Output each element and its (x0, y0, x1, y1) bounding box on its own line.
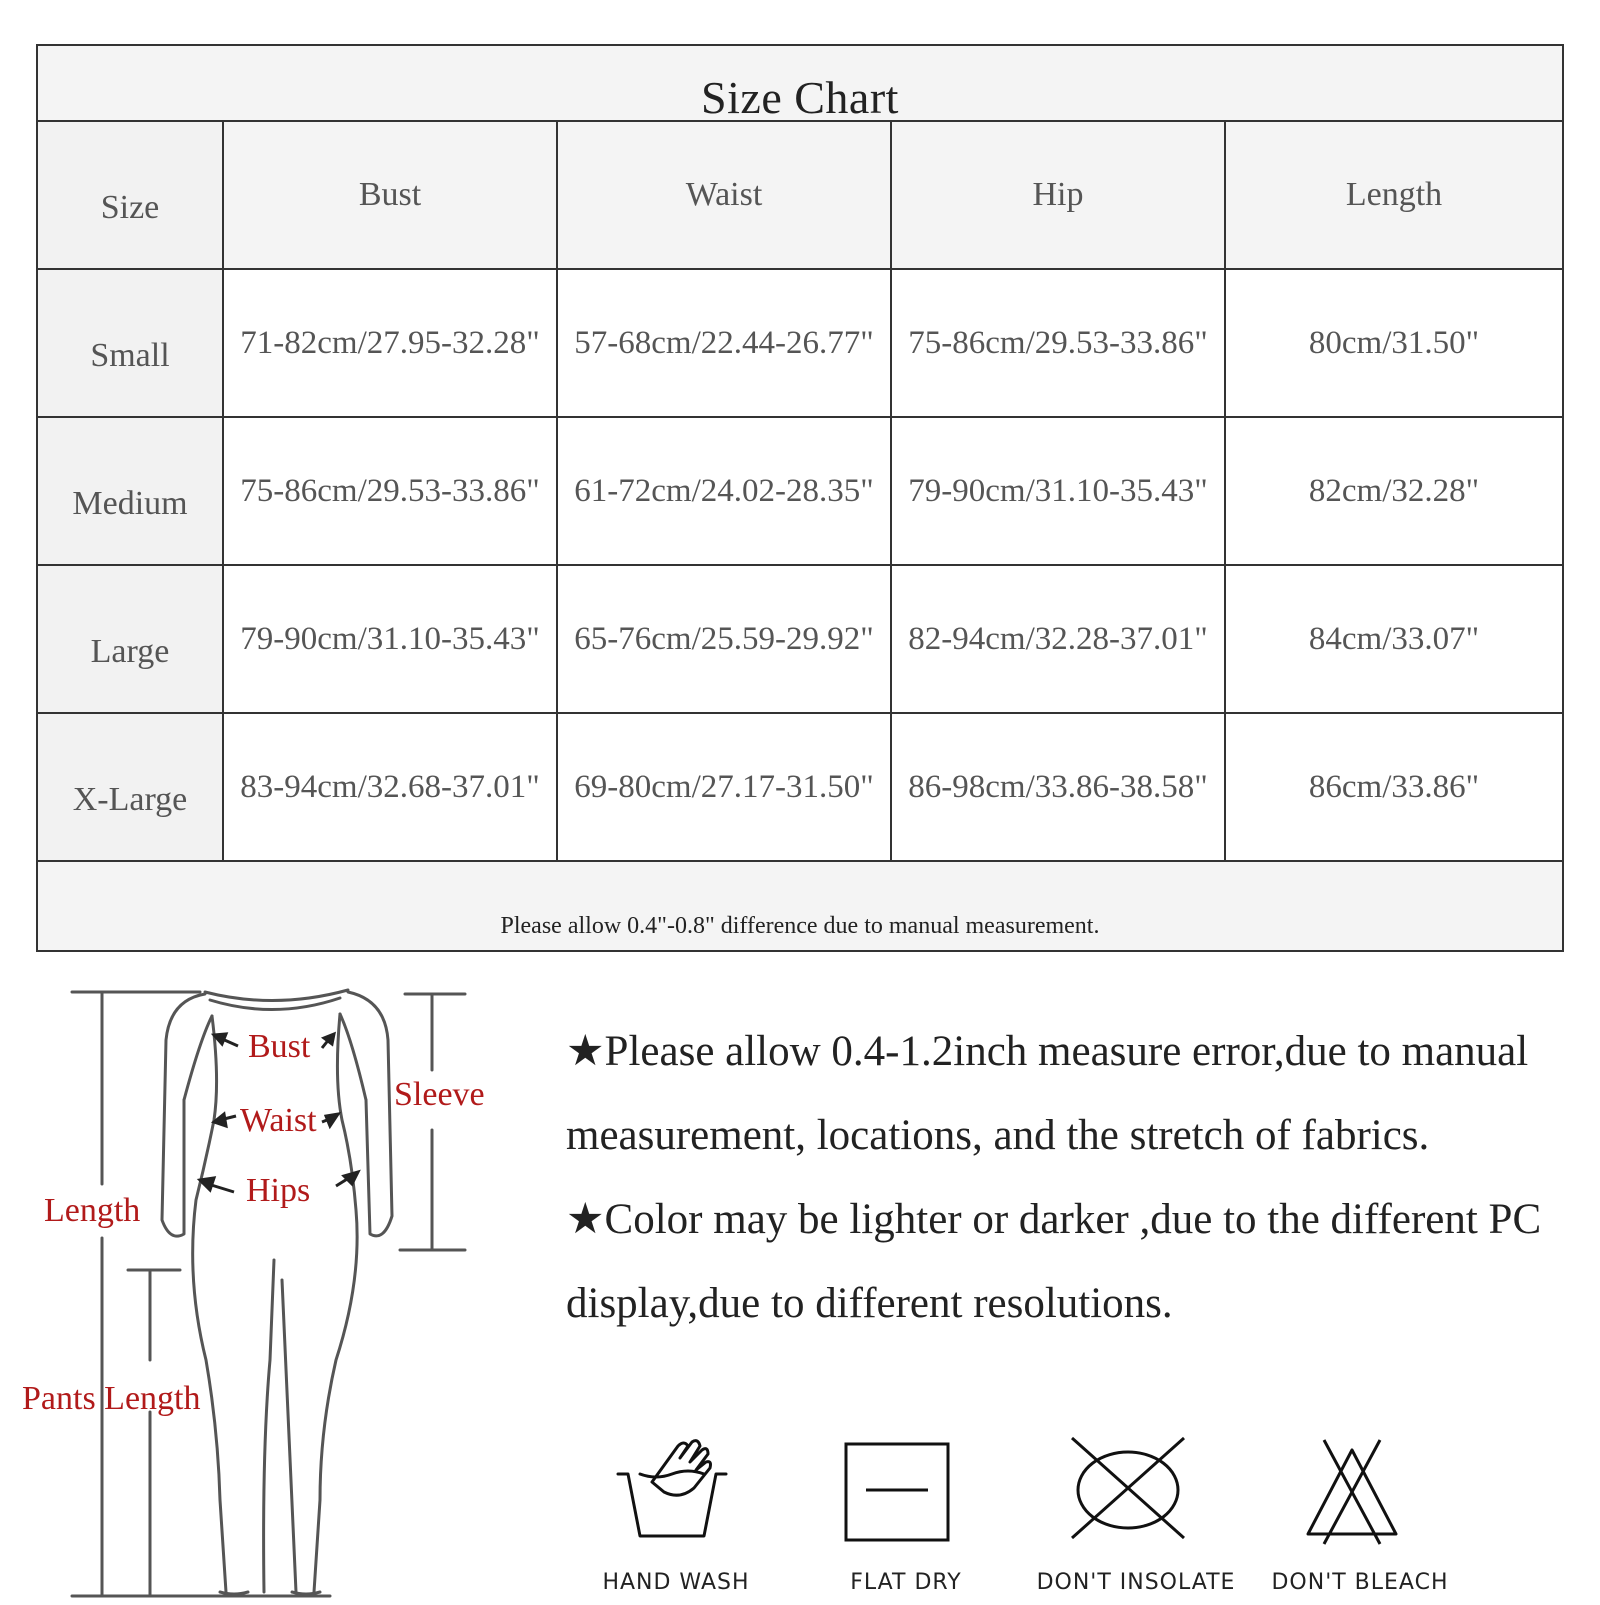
table-cell: 84cm/33.07" (1226, 566, 1562, 714)
measurement-figure (0, 980, 540, 1600)
chart-title-row (38, 46, 1562, 122)
dont-bleach-label: DON'T BLEACH (1271, 1570, 1449, 1595)
sleeve-label: Sleeve (394, 1076, 485, 1113)
table-cell: 83-94cm/32.68-37.01" (224, 714, 558, 862)
table-cell: 71-82cm/27.95-32.28" (224, 270, 558, 418)
hand-wash-label: HAND WASH (602, 1570, 750, 1595)
table-cell: 79-90cm/31.10-35.43" (224, 566, 558, 714)
table-cell: 75-86cm/29.53-33.86" (224, 418, 558, 566)
flat-dry-icon (786, 1430, 1026, 1570)
size-label: Large (38, 566, 224, 714)
table-cell: 82-94cm/32.28-37.01" (892, 566, 1226, 714)
chart-title: Size Chart (701, 72, 899, 123)
note-color: ★Color may be lighter or darker ,due to the different PC display,due to different resolutions. (566, 1196, 1542, 1327)
size-chart-table (36, 44, 1564, 952)
table-cell: 86cm/33.86" (1226, 714, 1562, 862)
header-length: Length (1226, 122, 1562, 270)
size-label: Medium (38, 418, 224, 566)
body-outline-drawing (0, 980, 540, 1600)
bust-label: Bust (248, 1028, 311, 1065)
dont-insolate-icon (1016, 1430, 1256, 1570)
table-cell: 61-72cm/24.02-28.35" (558, 418, 892, 566)
header-size: Size (38, 122, 224, 270)
pants-length-label: Pants Length (22, 1380, 201, 1417)
care-dont-insolate (1016, 1430, 1256, 1600)
care-hand-wash (556, 1430, 796, 1600)
size-label: X-Large (38, 714, 224, 862)
table-cell: 86-98cm/33.86-38.58" (892, 714, 1226, 862)
dont-bleach-icon (1240, 1430, 1480, 1570)
table-cell: 65-76cm/25.59-29.92" (558, 566, 892, 714)
header-bust: Bust (224, 122, 558, 270)
flat-dry-label: FLAT DRY (850, 1570, 962, 1595)
care-dont-bleach (1240, 1430, 1480, 1600)
length-label: Length (44, 1192, 141, 1229)
hips-label: Hips (246, 1172, 311, 1209)
table-cell: 75-86cm/29.53-33.86" (892, 270, 1226, 418)
size-grid (38, 122, 1562, 878)
table-cell: 80cm/31.50" (1226, 270, 1562, 418)
hand-wash-icon (556, 1430, 796, 1570)
header-hip: Hip (892, 122, 1226, 270)
table-cell: 57-68cm/22.44-26.77" (558, 270, 892, 418)
waist-label: Waist (240, 1102, 317, 1139)
table-cell: 82cm/32.28" (1226, 418, 1562, 566)
care-notes (566, 1010, 1576, 1346)
note-measure-error: ★Please allow 0.4-1.2inch measure error,due to manual measurement, locations, and the stretch of fabrics. (566, 1028, 1529, 1159)
chart-footnote: Please allow 0.4"-0.8" difference due to manual measurement. (500, 913, 1100, 939)
table-cell: 69-80cm/27.17-31.50" (558, 714, 892, 862)
care-flat-dry (786, 1430, 1026, 1600)
dont-insolate-label: DON'T INSOLATE (1036, 1570, 1236, 1595)
size-label: Small (38, 270, 224, 418)
table-cell: 79-90cm/31.10-35.43" (892, 418, 1226, 566)
header-waist: Waist (558, 122, 892, 270)
